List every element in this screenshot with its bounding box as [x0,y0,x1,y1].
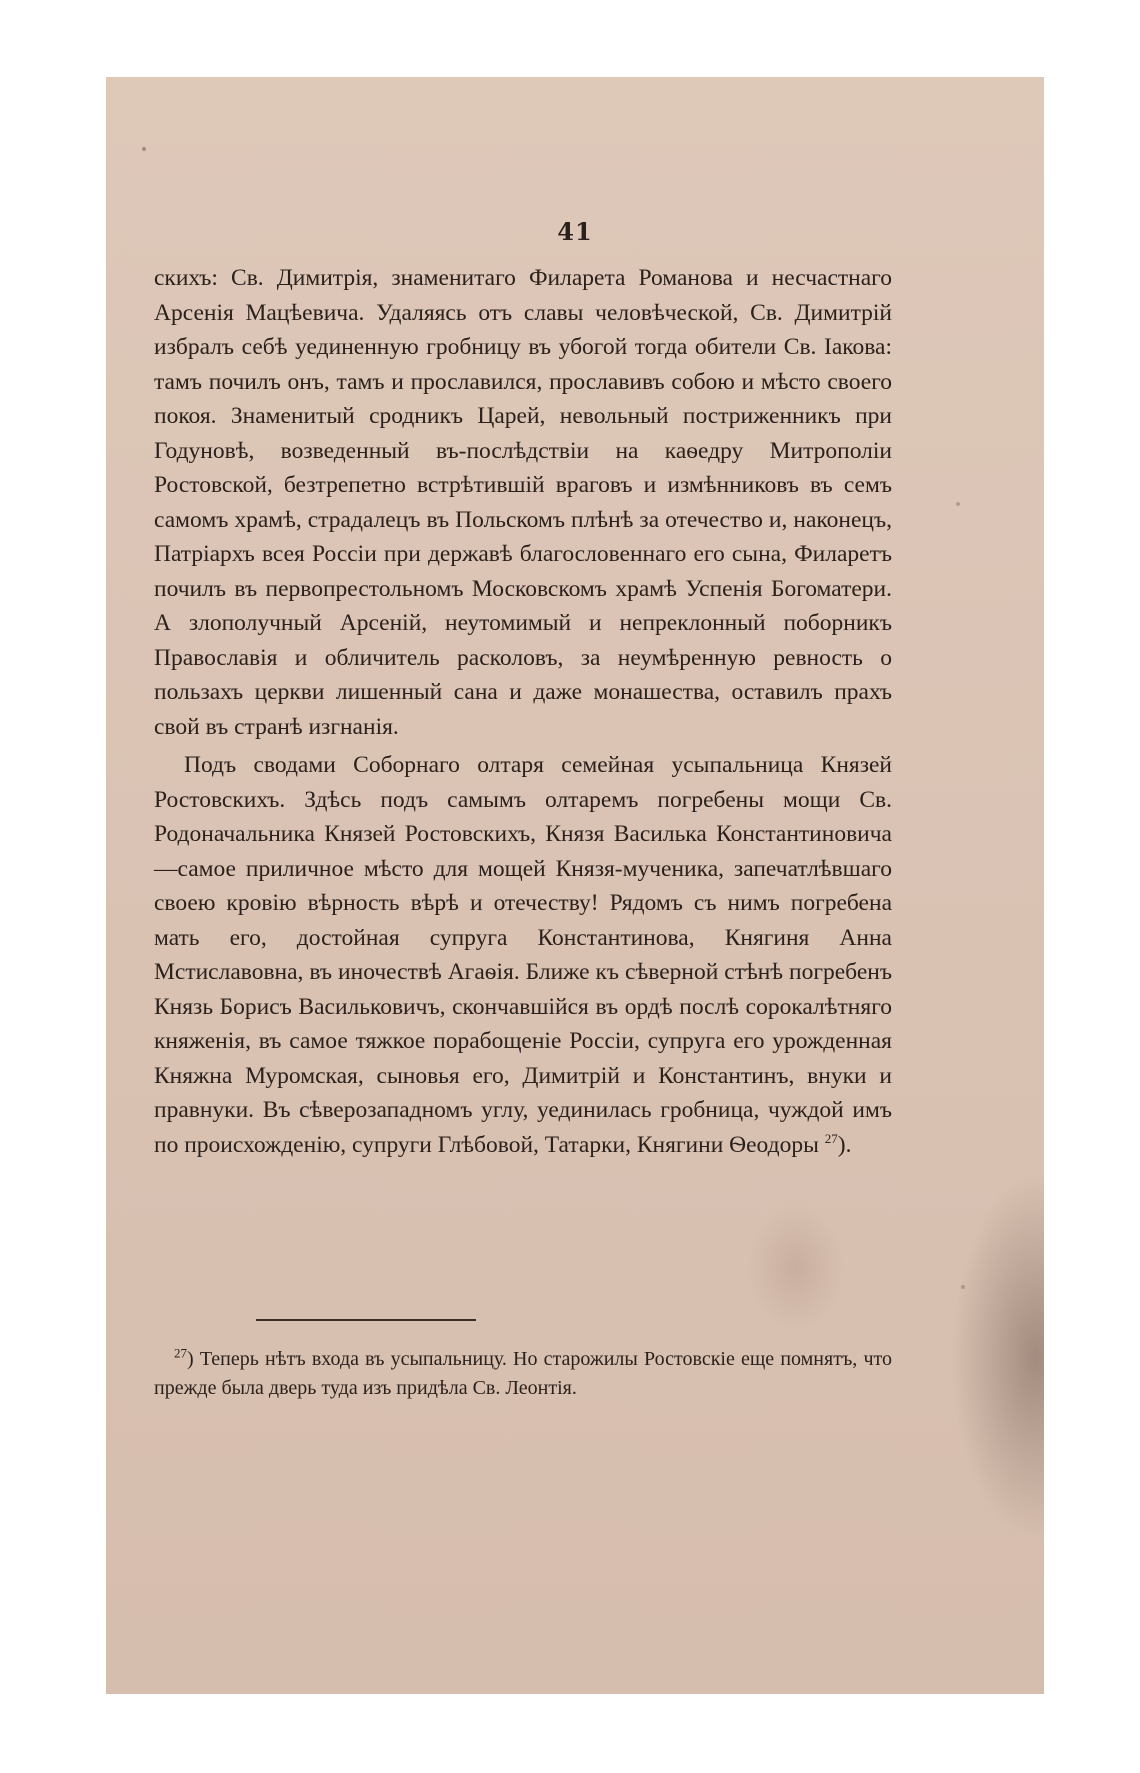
footnote-text: ) Теперь нѣтъ входа въ усыпальницу. Но старожилы Ростовскіе еще помнятъ, что прежде была дверь туда изъ придѣла Св. Леонтія. [154,1348,892,1399]
paper-speck [961,1285,965,1289]
paper-speck [956,502,960,506]
footnote [154,1345,892,1403]
footnote-divider [256,1319,476,1321]
page-number: 41 [557,217,593,246]
main-text [154,261,892,1162]
scanned-book-page [106,77,1044,1694]
paragraph-2-text: Подъ сводами Соборнаго олтаря семейная усыпальница Князей Ростовскихъ. Здѣсь подъ самымъ олтаремъ погребены мощи Св. Родоначальника Князей Ростовскихъ, Князя Василька Константиновича—самое приличное мѣсто для мощей Князя-мученика, запечатлѣвшаго своею кровію вѣрность вѣрѣ и отечеству! Рядомъ съ нимъ погребена мать его, достойная супруга Константинова, Княгиня Анна Мстиславовна, въ иночествѣ Агаѳія. Ближе къ сѣверной стѣнѣ погребенъ Князь Борисъ Васильковичъ, скончавшійся въ ордѣ послѣ сорокалѣтняго княженія, въ самое тяжкое порабощеніе Россіи, супруга его урожденная Княжна Муромская, сыновья его, Димитрій и Константинъ, внуки и правнуки. Въ сѣверозападномъ углу, уединилась гробница, чуждой имъ по происхожденію, супруги Глѣбовой, Татарки, Княгини Ѳеодоры [154,752,892,1158]
paragraph-2-end: ). [837,1131,852,1158]
paragraph-2 [154,748,892,1162]
paper-speck [142,147,146,151]
paragraph-1: скихъ: Св. Димитрія, знаменитаго Филарета Романова и несчастнаго Арсенія Мацѣевича. Удаляясь отъ славы человѣческой, Св. Димитрій избралъ себѣ уединенную гробницу въ убогой тогда обители Св. Іакова: тамъ почилъ онъ, тамъ и прославился, прославивъ собою и мѣсто своего покоя. Знаменитый сродникъ Царей, невольный постриженникъ при Годуновѣ, возведенный въ-послѣдствіи на каѳедру Митрополіи Ростовской, безтрепетно встрѣтившій враговъ и измѣнниковъ въ семъ самомъ храмѣ, страдалецъ въ Польскомъ плѣнѣ за отечество и, наконецъ, Патріархъ всея Россіи при державѣ благословеннаго его сына, Филаретъ почилъ въ первопрестольномъ Московскомъ храмѣ Успенія Богоматери. А злополучный Арсеній, неутомимый и непреклонный поборникъ Православія и обличитель расколовъ, за неумѣренную ревность о пользахъ церкви лишенный сана и даже монашества, оставилъ прахъ свой въ странѣ изгнанія. [154,265,892,740]
footnote-marker: 27 [174,1345,187,1361]
footnote-reference: 27 [824,1130,838,1146]
